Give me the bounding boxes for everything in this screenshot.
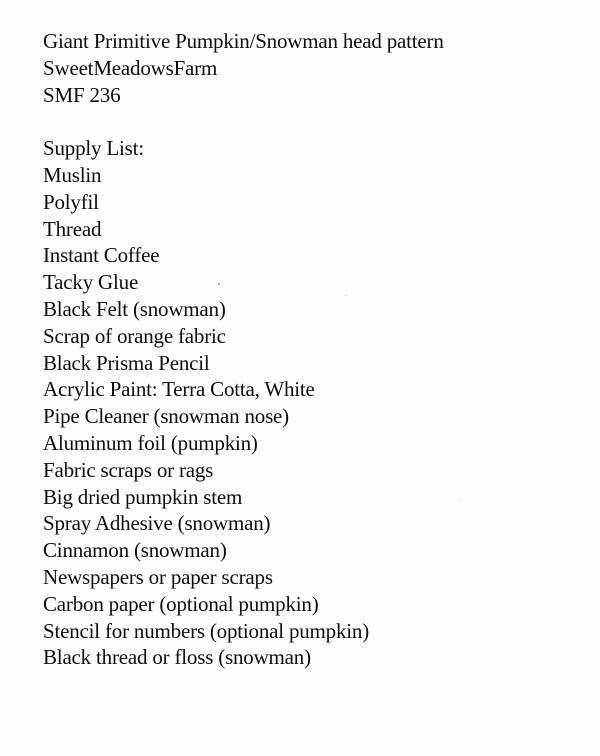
supply-list-item: Black Felt (snowman) [43,296,226,321]
supply-list-item: Big dried pumpkin stem [43,484,243,509]
pattern-title: Giant Primitive Pumpkin/Snowman head pattern [43,29,444,53]
scan-speck [346,295,347,296]
supply-list-item: Muslin [43,162,102,187]
shop-name: SweetMeadowsFarm [43,55,218,80]
scan-speck [458,500,459,501]
supply-list-item: Black Prisma Pencil [43,350,210,375]
supply-list-item: Thread [43,216,102,241]
supply-list-item: Pipe Cleaner (snowman nose) [43,404,289,429]
supply-list-item: Instant Coffee [43,243,160,268]
supply-list-item: Spray Adhesive (snowman) [43,511,271,536]
supply-list-item: Fabric scraps or rags [43,457,214,482]
scan-speck [218,283,220,285]
blank-line [43,108,593,135]
pattern-code: SMF 236 [43,82,121,107]
supply-list-item: Stencil for numbers (optional pumpkin) [43,618,370,643]
supply-list-item: Scrap of orange fabric [43,323,226,348]
supply-list-item: Black thread or floss (snowman) [43,645,311,670]
supply-list-item: Polyfil [43,189,99,214]
supply-list [43,162,593,671]
pattern-text [43,28,593,671]
supply-list-item: Cinnamon (snowman) [43,538,227,563]
supply-list-item: Tacky Glue [43,270,139,295]
supply-list-item: Carbon paper (optional pumpkin) [43,591,319,616]
supply-list-item: Acrylic Paint: Terra Cotta, White [43,377,315,402]
supply-list-heading: Supply List: [43,136,144,161]
supply-list-item: Aluminum foil (pumpkin) [43,430,258,455]
supply-list-item: Newspapers or paper scraps [43,564,273,589]
